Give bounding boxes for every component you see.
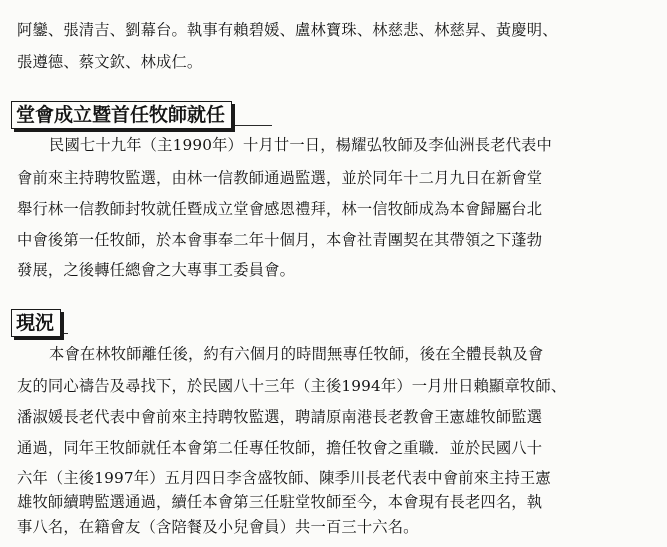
top-paragraph-line-1: 阿鑾、張清吉、劉幕台。執事有賴碧媛、盧林寶珠、林慈悲、林慈昇、黃慶明、 xyxy=(17,21,558,39)
section-1-line-1: 民國七十九年（主1990年）十月廿一日，楊耀弘牧師及李仙洲長老代表中 xyxy=(49,136,552,154)
section-2-heading: 現況 xyxy=(11,309,61,337)
section-1-line-3: 舉行林一信教師封牧就任暨成立堂會感恩禮拜，林一信牧師成為本會歸屬台北 xyxy=(17,200,543,218)
section-2-line-5: 六年（主後1997年）五月四日李含盛牧師、陳季川長老代表中會前來主持王憲 xyxy=(17,469,551,487)
section-1-line-4: 中會後第一任牧師，於本會事奉二年十個月，本會社青團契在其帶領之下蓬勃 xyxy=(17,231,543,249)
section-2-line-6: 雄牧師續聘監選通過，續任本會第三任駐堂牧師至今，本會現有長老四名，執 xyxy=(17,493,543,511)
section-2-line-7: 事八名，在籍會友（含陪餐及小兒會員）共一百三十六名。 xyxy=(17,518,419,536)
section-1-heading: 堂會成立暨首任牧師就任 xyxy=(11,101,232,129)
section-2-line-4: 通過，同年王牧師就任本會第二任專任牧師，擔任牧會之重職．並於民國八十 xyxy=(17,439,543,457)
top-paragraph-line-2: 張遵德、蔡文欽、林成仁。 xyxy=(17,53,203,71)
section-1-line-2: 會前來主持聘牧監選，由林一信教師通過監選，並於同年十二月九日在新會堂 xyxy=(17,169,543,187)
section-1-line-5: 發展，之後轉任總會之大專事工委員會。 xyxy=(17,261,296,279)
section-2-line-1: 本會在林牧師離任後，約有六個月的時間無專任牧師，後在全體長執及會 xyxy=(49,345,544,363)
section-2-line-2: 友的同心禱告及尋找下，於民國八十三年（主後1994年）一月卅日賴顯章牧師、 xyxy=(17,377,567,395)
section-2-line-3: 潘淑媛長老代表中會前來主持聘牧監選，聘請原南港長老教會王憲雄牧師監選 xyxy=(17,408,543,426)
